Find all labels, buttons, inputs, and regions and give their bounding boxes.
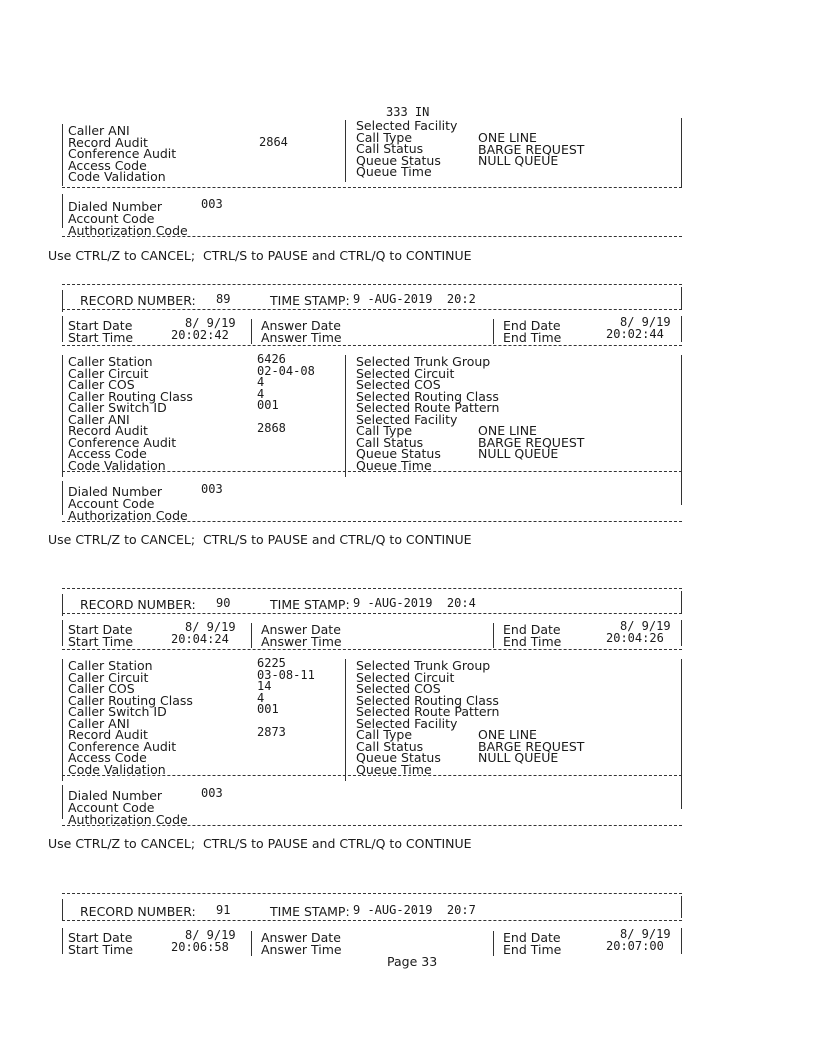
left-label: Caller Switch ID <box>68 400 167 415</box>
divider <box>251 319 252 344</box>
left-value: 2868 <box>257 421 286 435</box>
right-label: Call Type <box>356 727 413 742</box>
left-label: Record Audit <box>68 423 148 438</box>
right-label: Call Type <box>356 129 413 145</box>
column-divider <box>345 355 346 477</box>
continue-prompt: Use CTRL/Z to CANCEL; CTRL/S to PAUSE and CTRL/Q to CONTINUE <box>48 532 472 547</box>
answer-date-label: Answer Date <box>261 622 341 637</box>
left-label: Caller COS <box>68 681 135 696</box>
start-time: 20:02:42 <box>171 328 229 342</box>
start-time: 20:04:24 <box>171 632 229 646</box>
left-value: 2873 <box>257 725 286 739</box>
record-number: 90 <box>216 596 231 610</box>
frame-left <box>62 659 63 781</box>
frame-left <box>62 481 63 515</box>
right-label: Call Type <box>356 423 413 438</box>
left-label: Caller Circuit <box>68 669 149 685</box>
right-label: Selected Circuit <box>356 365 455 381</box>
frame-right <box>681 620 682 646</box>
right-value: BARGE REQUEST <box>478 141 585 157</box>
time-stamp-label: TIME STAMP: <box>270 597 350 612</box>
end-time-label: End Time <box>503 942 562 957</box>
record-top-border <box>62 284 682 285</box>
dashed-divider <box>62 236 682 237</box>
answer-date-label: Answer Date <box>261 318 341 333</box>
left-label: Access Code <box>68 750 147 765</box>
record-top-border <box>62 588 682 589</box>
record-number: 89 <box>216 292 231 306</box>
left-label: Code Validation <box>68 169 166 184</box>
end-time-label: End Time <box>503 634 562 649</box>
start-date: 8/ 9/19 <box>185 620 236 634</box>
time-stamp-label: TIME STAMP: <box>270 293 350 308</box>
left-label: Code Validation <box>68 761 166 777</box>
frame-right <box>681 316 682 342</box>
start-date-label: Start Date <box>68 622 133 637</box>
right-value: BARGE REQUEST <box>478 738 585 754</box>
frame-right <box>681 928 682 954</box>
time-stamp: 9 -AUG-2019 20:7 <box>353 903 476 917</box>
account-label: Account Code <box>68 211 155 226</box>
dashed-divider <box>62 471 682 472</box>
start-date-label: Start Date <box>68 930 133 945</box>
left-label: Record Audit <box>68 727 148 742</box>
column-divider <box>345 659 346 781</box>
right-value: BARGE REQUEST <box>478 434 585 450</box>
dashed-divider <box>62 775 682 776</box>
start-date: 8/ 9/19 <box>185 316 236 330</box>
frame-left <box>62 785 63 819</box>
frame-right <box>681 659 682 781</box>
dialed-label: Dialed Number <box>68 484 163 499</box>
end-date-label: End Date <box>503 318 561 333</box>
left-value: 4 <box>257 690 265 705</box>
left-label: Caller ANI <box>68 123 130 138</box>
continue-prompt: Use CTRL/Z to CANCEL; CTRL/S to PAUSE and CTRL/Q to CONTINUE <box>48 836 472 851</box>
frame-right <box>681 355 682 477</box>
answer-time-label: Answer Time <box>261 634 342 649</box>
right-label: Selected Routing Class <box>356 692 499 708</box>
start-time: 20:06:58 <box>171 940 229 954</box>
end-date: 8/ 9/19 <box>620 315 671 329</box>
right-value: NULL QUEUE <box>478 153 559 168</box>
divider <box>251 623 252 648</box>
right-label: Selected Circuit <box>356 669 455 685</box>
left-value: 03-08-11 <box>257 667 315 682</box>
left-label: Access Code <box>68 157 147 173</box>
frame-left <box>62 316 63 342</box>
left-value: 001 <box>257 398 279 412</box>
dialed-label: Dialed Number <box>68 199 163 214</box>
left-label: Conference Audit <box>68 146 177 161</box>
continue-prompt: Use CTRL/Z to CANCEL; CTRL/S to PAUSE and CTRL/Q to CONTINUE <box>48 248 472 263</box>
end-time: 20:02:44 <box>606 327 664 341</box>
right-label: Selected Route Pattern <box>356 400 500 415</box>
record-number-label: RECORD NUMBER: <box>80 904 196 919</box>
right-label: Selected Facility <box>356 411 458 427</box>
right-value: ONE LINE <box>478 423 537 438</box>
divider <box>493 623 494 648</box>
right-label: Call Status <box>356 738 424 754</box>
dashed-divider <box>62 345 682 346</box>
dialed-label: Dialed Number <box>68 788 163 803</box>
right-label: Queue Time <box>356 761 432 777</box>
left-label: Caller Routing Class <box>68 692 193 708</box>
right-label: Queue Time <box>356 164 432 179</box>
end-time: 20:07:00 <box>606 939 664 953</box>
left-label: Code Validation <box>68 457 166 473</box>
left-label: Caller Circuit <box>68 365 149 381</box>
right-label: Queue Status <box>356 446 441 461</box>
time-stamp-label: TIME STAMP: <box>270 904 350 919</box>
record-number: 91 <box>216 903 231 917</box>
right-label: Selected Facility <box>356 715 458 731</box>
start-time-label: Start Time <box>68 330 134 345</box>
answer-time-label: Answer Time <box>261 330 342 345</box>
record-number-label: RECORD NUMBER: <box>80 293 196 308</box>
left-label: Caller Station <box>68 658 153 673</box>
end-time-label: End Time <box>503 330 562 345</box>
dashed-divider <box>62 521 682 522</box>
auth-label: Authorization Code <box>68 812 188 827</box>
dashed-divider <box>62 649 682 650</box>
time-stamp: 9 -AUG-2019 20:2 <box>353 292 476 306</box>
frame-left <box>62 194 63 228</box>
left-label: Record Audit <box>68 134 148 150</box>
dialed-value: 003 <box>201 482 223 496</box>
time-stamp: 9 -AUG-2019 20:4 <box>353 596 476 610</box>
start-time-label: Start Time <box>68 634 134 649</box>
right-value: NULL QUEUE <box>478 750 559 765</box>
column-divider <box>345 120 346 182</box>
trunk-fragment: 333 IN <box>386 105 430 119</box>
left-label: Caller ANI <box>68 411 130 427</box>
account-label: Account Code <box>68 800 155 815</box>
left-label: Caller ANI <box>68 715 130 731</box>
dialed-value: 003 <box>201 197 223 211</box>
frame-right <box>681 781 682 809</box>
record-top-border <box>62 893 682 894</box>
dashed-divider <box>62 309 682 310</box>
dashed-divider <box>62 825 682 826</box>
left-label: Caller Switch ID <box>68 704 167 719</box>
end-time: 20:04:26 <box>606 631 664 645</box>
right-label: Selected Routing Class <box>356 388 499 404</box>
record-number-label: RECORD NUMBER: <box>80 597 196 612</box>
left-label: Caller Station <box>68 354 153 369</box>
right-label: Queue Time <box>356 457 432 473</box>
right-label: Selected COS <box>356 377 441 392</box>
frame-right <box>681 118 682 188</box>
end-date: 8/ 9/19 <box>620 619 671 633</box>
left-value: 02-04-08 <box>257 363 315 378</box>
right-label: Call Status <box>356 434 424 450</box>
end-date-label: End Date <box>503 622 561 637</box>
record-audit-value: 2864 <box>259 135 288 149</box>
left-value: 4 <box>257 375 265 389</box>
left-label: Access Code <box>68 446 147 461</box>
right-label: Queue Status <box>356 152 441 168</box>
divider <box>251 931 252 956</box>
right-label: Selected Trunk Group <box>356 658 491 673</box>
auth-label: Authorization Code <box>68 223 188 238</box>
dashed-divider <box>62 613 682 614</box>
dashed-divider <box>62 920 682 921</box>
start-date: 8/ 9/19 <box>185 928 236 942</box>
left-value: 6426 <box>257 352 286 366</box>
answer-time-label: Answer Time <box>261 942 342 957</box>
right-value: ONE LINE <box>478 130 537 145</box>
frame-left <box>62 355 63 477</box>
auth-label: Authorization Code <box>68 508 188 523</box>
left-value: 6225 <box>257 656 286 670</box>
left-label: Conference Audit <box>68 738 177 754</box>
end-date: 8/ 9/19 <box>620 927 671 941</box>
frame-right <box>681 287 682 309</box>
answer-date-label: Answer Date <box>261 930 341 945</box>
right-value: ONE LINE <box>478 727 537 742</box>
frame-right <box>681 896 682 918</box>
frame-left <box>62 620 63 646</box>
account-label: Account Code <box>68 496 155 511</box>
page-number: Page 33 <box>387 954 438 969</box>
start-time-label: Start Time <box>68 942 134 957</box>
left-label: Conference Audit <box>68 434 177 450</box>
right-label: Selected Route Pattern <box>356 704 500 719</box>
dialed-value: 003 <box>201 786 223 800</box>
right-label: Selected COS <box>356 681 441 696</box>
frame-left <box>62 928 63 954</box>
start-date-label: Start Date <box>68 318 133 333</box>
right-label: Call Status <box>356 141 424 156</box>
end-date-label: End Date <box>503 930 561 945</box>
left-label: Caller COS <box>68 377 135 392</box>
right-label: Selected Facility <box>356 118 458 133</box>
left-value: 14 <box>257 679 272 693</box>
right-label: Selected Trunk Group <box>356 354 491 369</box>
frame-left <box>62 899 63 921</box>
frame-left <box>62 124 63 186</box>
dashed-divider <box>62 187 682 188</box>
frame-right <box>681 591 682 613</box>
right-value: NULL QUEUE <box>478 446 559 461</box>
left-value: 4 <box>257 386 265 401</box>
left-label: Caller Routing Class <box>68 388 193 404</box>
divider <box>493 931 494 956</box>
divider <box>493 319 494 344</box>
right-label: Queue Status <box>356 750 441 765</box>
left-value: 001 <box>257 702 279 716</box>
frame-right <box>681 477 682 505</box>
